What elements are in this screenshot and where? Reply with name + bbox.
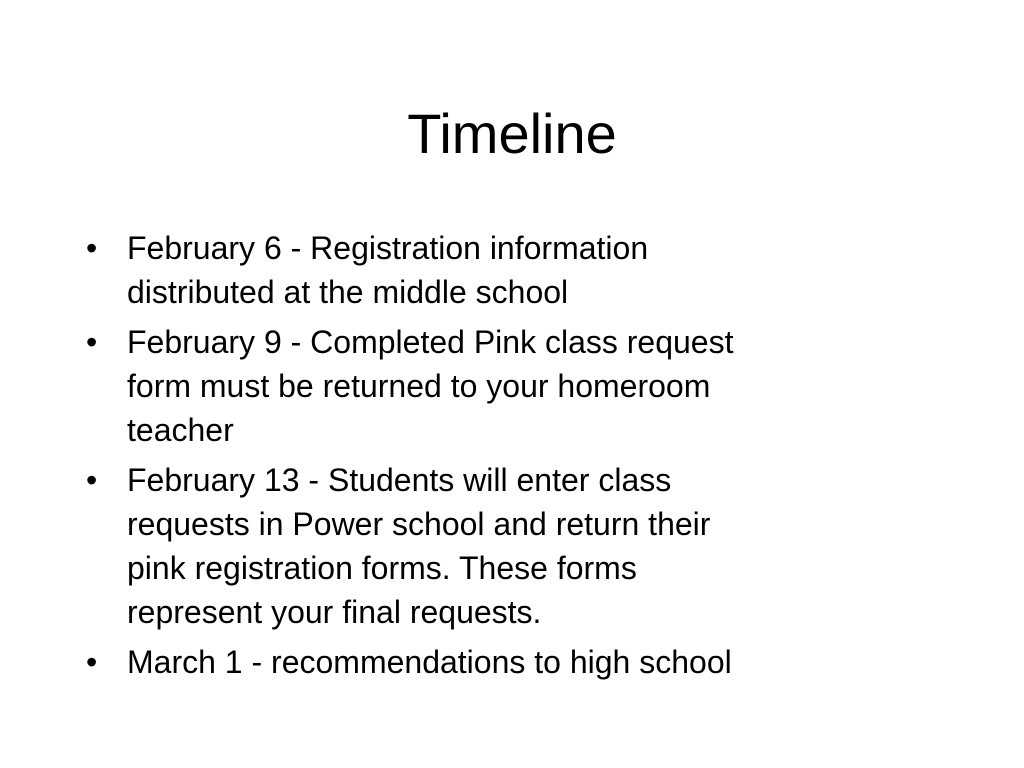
- bullet-item: [84, 226, 944, 314]
- bullet-text: March 1 - recommendations to high school: [127, 644, 732, 680]
- bullet-text: February 13 - Students will enter class requests in Power school and return their pink registration forms. These forms represent your final requests.: [127, 462, 711, 630]
- bullet-list: [84, 226, 944, 690]
- bullet-icon: •: [86, 324, 98, 360]
- bullet-icon: •: [86, 230, 98, 266]
- slide-title: Timeline: [407, 102, 617, 165]
- bullet-item: [84, 458, 944, 634]
- bullet-icon: •: [86, 462, 98, 498]
- bullet-item: [84, 640, 944, 684]
- bullet-icon: •: [86, 644, 98, 680]
- bullet-text: February 9 - Completed Pink class request form must be returned to your homeroom teacher: [127, 324, 734, 448]
- bullet-item: [84, 320, 944, 452]
- bullet-text: February 6 - Registration information distributed at the middle school: [127, 230, 649, 310]
